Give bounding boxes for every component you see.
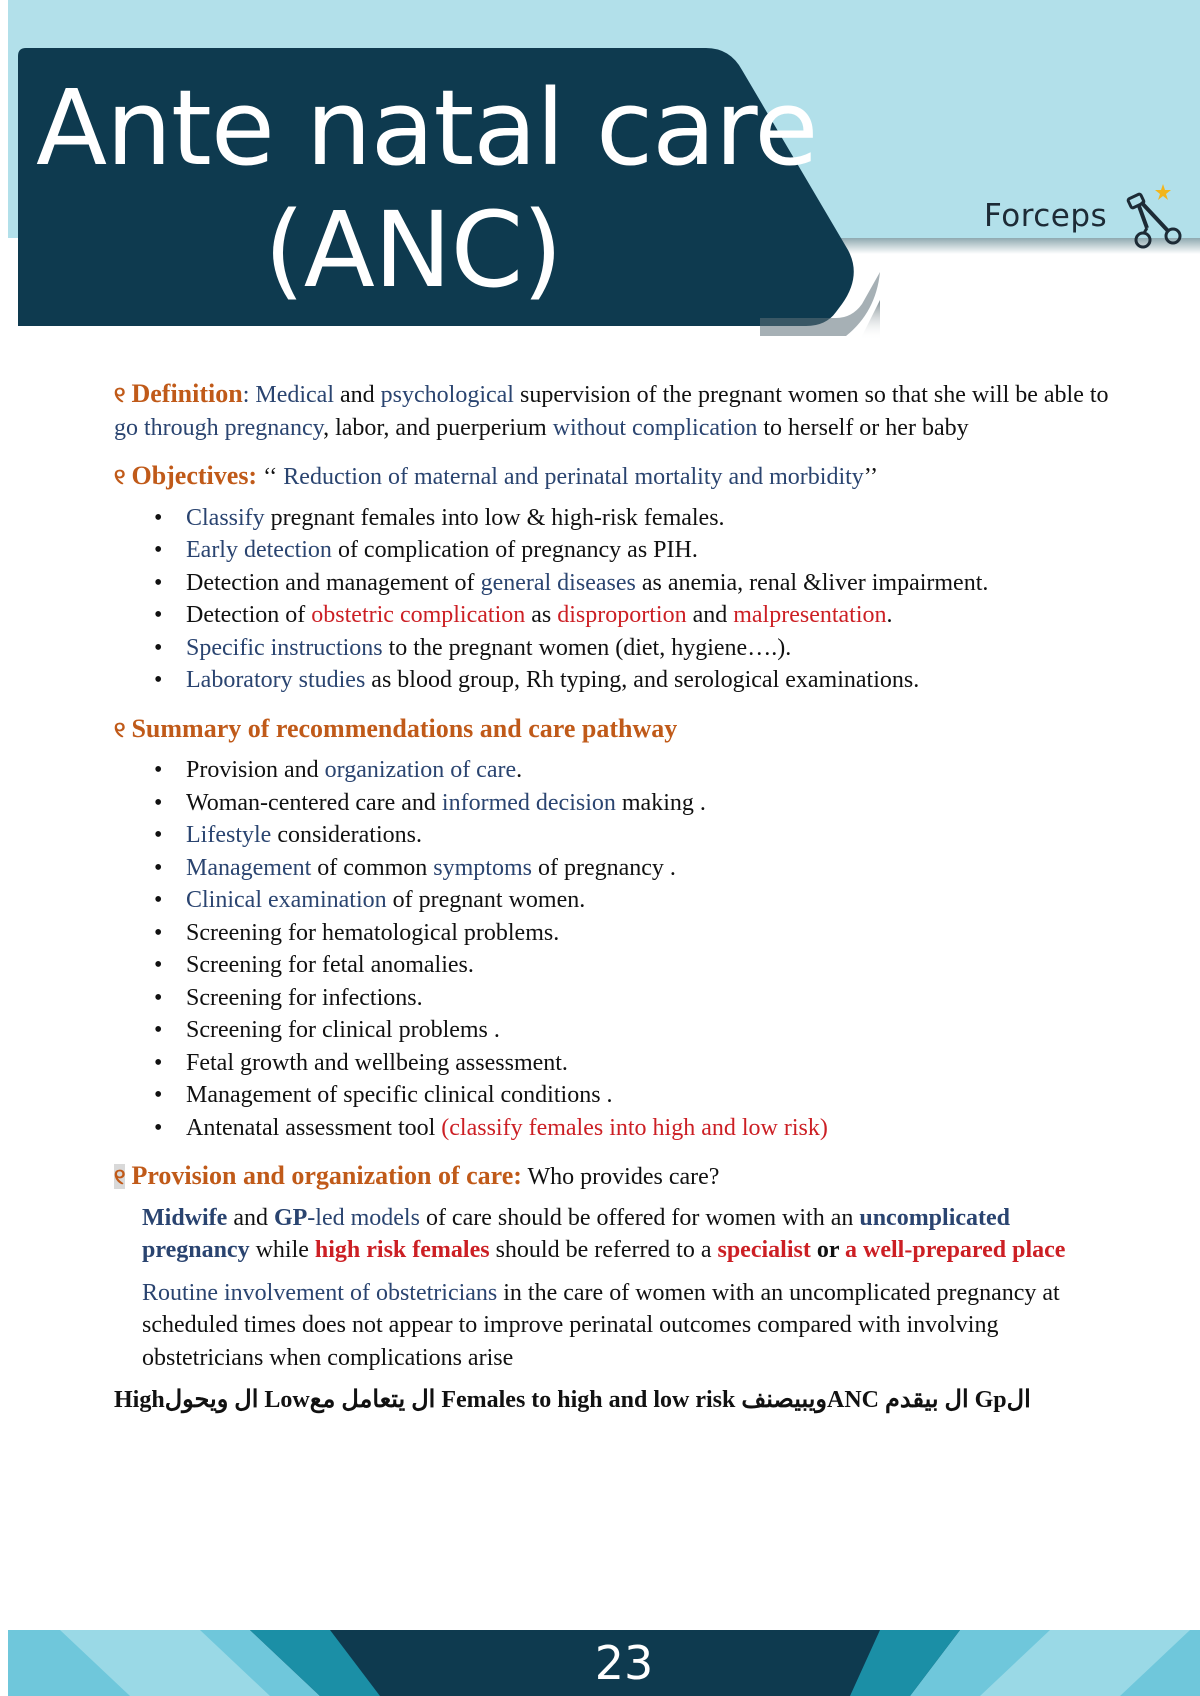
list-item: • Screening for fetal anomalies. [186, 949, 1114, 982]
definition-label: Definition [131, 379, 243, 408]
list-item: • Screening for hematological problems. [186, 917, 1114, 950]
page-number: 23 [594, 1636, 654, 1690]
content [114, 378, 1114, 1417]
provision-heading: ୧ Provision and organization of care: Who provides care? [114, 1161, 720, 1190]
list-item: • Provision and organization of care. [186, 754, 1114, 787]
provision-paragraph-2: Routine involvement of obstetricians in the care of women with an uncomplicated pregnancy at scheduled times does not appear to improve perinatal outcomes compared with involving obstetricians when complications arise [142, 1279, 1060, 1371]
list-item: • Classify pregnant females into low & high-risk females. [186, 502, 1114, 535]
list-item: • Detection of obstetric complication as disproportion and malpresentation. [186, 599, 1114, 632]
list-item: • Management of specific clinical conditions . [186, 1079, 1114, 1112]
section-bullet-icon: ୧ [114, 716, 126, 742]
list-item: • Laboratory studies as blood group, Rh typing, and serological examinations. [186, 664, 1114, 697]
summary-heading [114, 713, 1114, 747]
list-item: • Early detection of complication of pregnancy as PIH. [186, 534, 1114, 567]
arabic-note: Highال ويحول Lowال يتعامل مع Females to high and low risk ويبيصنفANC ال بيقدم Gpال [114, 1387, 1031, 1413]
objectives-label: Objectives: [131, 461, 258, 490]
list-item: • Screening for infections. [186, 982, 1114, 1015]
list-item: • Detection and management of general diseases as anemia, renal &liver impairment. [186, 567, 1114, 600]
list-item: • Woman-centered care and informed decision making . [186, 787, 1114, 820]
list-item: • Antenatal assessment tool (classify females into high and low risk) [186, 1112, 1114, 1145]
page-title-line1: Ante natal care [36, 67, 818, 189]
objectives-list [114, 502, 1114, 697]
list-item: • Lifestyle considerations. [186, 819, 1114, 852]
forceps-logo-icon [1113, 180, 1183, 252]
section-bullet-icon: ୧ [114, 1164, 126, 1189]
provision-label: Provision and organization of care: [131, 1161, 522, 1190]
list-item: • Clinical examination of pregnant women. [186, 884, 1114, 917]
list-item: • Management of common symptoms of pregnancy . [186, 852, 1114, 885]
summary-label: Summary of recommendations and care pathway [131, 713, 678, 743]
definition-paragraph: ୧ Definition: Medical and psychological supervision of the pregnant women so that she will be able to go through pregnancy, labor, and puerperium without complication to herself or her baby [114, 379, 1109, 441]
brand [984, 180, 1183, 252]
page-title-line2: (ANC) [264, 189, 562, 311]
objectives-heading: ୧ Objectives: ‘‘ Reduction of maternal and perinatal mortality and morbidity’’ [114, 461, 878, 490]
list-item: • Screening for clinical problems . [186, 1014, 1114, 1047]
section-bullet-icon: ୧ [114, 382, 126, 407]
brand-name: Forceps [984, 198, 1108, 234]
section-bullet-icon: ୧ [114, 464, 126, 489]
list-item: • Specific instructions to the pregnant women (diet, hygiene….). [186, 632, 1114, 665]
provision-paragraph-1: Midwife and GP-led models of care should be offered for women with an uncomplicated pregnancy while high risk females should be referred to a specialist or a well-prepared place [142, 1204, 1066, 1263]
list-item: • Fetal growth and wellbeing assessment. [186, 1047, 1114, 1080]
summary-list [114, 754, 1114, 1144]
